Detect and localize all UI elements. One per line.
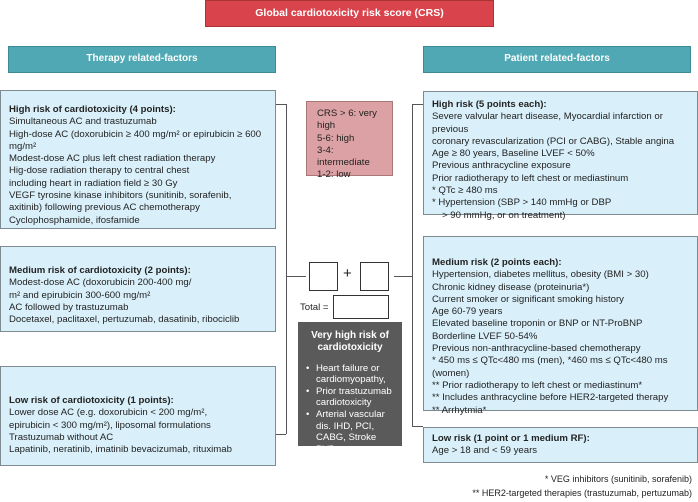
line: including heart in radiation field ≥ 30 Gy — [9, 177, 178, 189]
list-item: • Heart failure or cardiomyopathy, — [304, 363, 396, 386]
line: Modest-dose AC plus left chest radiation therapy — [9, 153, 216, 165]
line: Age ≥ 80 years, Baseline LVEF < 50% — [432, 148, 595, 160]
connector — [394, 276, 412, 277]
line: ** Prior radiotherapy to left chest or mediastinum* — [432, 379, 643, 391]
line: Lower dose AC (e.g. doxorubicin < 200 mg/m², — [9, 407, 208, 419]
crs-title: Global cardiotoxicity risk score (CRS) — [205, 0, 494, 27]
line: Previous non-anthracycline-based chemotherapy — [432, 343, 641, 355]
line: Age 60-79 years — [432, 306, 503, 318]
patient-score-box[interactable] — [360, 262, 389, 291]
line: Trastuzumab without AC — [9, 431, 114, 443]
patient-medium-risk — [423, 236, 698, 416]
list-item: • Prior trastuzumab cardiotoxicity — [304, 386, 396, 409]
heading: Medium risk of cardiotoxicity (2 points): — [9, 265, 191, 276]
patient-low-risk — [423, 427, 698, 463]
line: * Hypertension (SBP > 140 mmHg or DBP — [432, 197, 612, 209]
line: Hypertension, diabetes mellitus, obesity (BMI > 30) — [432, 269, 649, 281]
line: Modest-dose AC (doxorubicin 200-400 mg/ — [9, 277, 192, 289]
heading: High risk of cardiotoxicity (4 points): — [9, 104, 176, 115]
line: epirubicin < 300 mg/m²), liposomal formulations — [9, 419, 211, 431]
therapy-high-risk — [0, 90, 276, 229]
line: * QTc ≥ 480 ms — [432, 185, 498, 197]
line: AC followed by trastuzumab — [9, 301, 129, 313]
heading: High risk (5 points each): — [432, 99, 547, 110]
list-item: • Arterial vascular dis. IHD, PCI, CABG, Stroke PVD — [304, 409, 396, 455]
line: m² and epirubicin 300-600 mg/m² — [9, 289, 151, 301]
line: > 90 mmHg, or on treatment) — [442, 209, 566, 221]
line: Cyclophosphamide, ifosfamide — [9, 214, 140, 226]
heading: Low risk of cardiotoxicity (1 points): — [9, 395, 174, 406]
scale-line: 1-2: low — [317, 169, 351, 181]
right-bracket — [412, 104, 413, 426]
line: Simultaneous AC and trastuzumab — [9, 116, 157, 128]
line: Chronic kidney disease (proteinuria*) — [432, 281, 590, 293]
therapy-score-box[interactable] — [309, 262, 338, 291]
connector — [412, 104, 423, 105]
crs-scale-box — [306, 101, 393, 181]
connector — [276, 104, 286, 105]
footnote: * VEG inhibitors (sunitinib, sorafenib) — [544, 474, 692, 484]
heading: Medium risk (2 points each): — [432, 257, 562, 268]
scale-line: CRS > 6: very high — [317, 108, 377, 132]
footnote: ** HER2-targeted therapies (trastuzumab, pertuzumab) — [472, 488, 692, 498]
very-high-risk-box — [298, 322, 402, 455]
line: Severe valvular heart disease, Myocardial infarction or previous — [432, 111, 663, 135]
line: ** Includes anthracycline before HER2-targeted therapy — [432, 392, 669, 404]
connector — [412, 426, 423, 427]
patient-high-risk — [423, 91, 698, 221]
left-bracket — [286, 104, 287, 434]
line: Current smoker or significant smoking history — [432, 293, 624, 305]
line: High-dose AC (doxorubicin ≥ 400 mg/m² or epirubicin ≥ 600 mg/m² — [9, 128, 262, 152]
scale-line: 3-4: intermediate — [317, 144, 370, 169]
connector — [286, 276, 306, 277]
line: * 450 ms ≤ QTc<480 ms (men), *460 ms ≤ QTc<480 ms (women) — [432, 355, 668, 379]
patient-header: Patient related-factors — [423, 46, 691, 73]
connector — [276, 434, 286, 435]
line: Previous anthracycline exposure — [432, 160, 571, 172]
heading: Very high risk of cardiotoxicity — [311, 330, 389, 354]
therapy-header: Therapy related-factors — [8, 46, 276, 73]
total-label: Total = — [300, 302, 329, 313]
therapy-low-risk — [0, 366, 276, 466]
total-score-box[interactable] — [333, 295, 389, 319]
line: axitinib) following previous AC chemotherapy — [9, 202, 200, 214]
line: Borderline LVEF 50-54% — [432, 330, 538, 342]
line: coronary revascularization (PCI or CABG), Stable angina — [432, 135, 675, 147]
line: ** Arrhytmia* — [432, 404, 487, 416]
line: Hig-dose radiation therapy to central chest — [9, 165, 190, 177]
line: VEGF tyrosine kinase inhibitors (sunitinib, sorafenib, — [9, 190, 232, 202]
line: Age > 18 and < 59 years — [432, 445, 538, 457]
line: Elevated baseline troponin or BNP or NT-ProBNP — [432, 318, 643, 330]
line: Lapatinib, neratinib, imatinib bevacizumab, rituximab — [9, 444, 232, 456]
therapy-medium-risk — [0, 246, 276, 332]
plus-sign: + — [343, 265, 352, 282]
line: Prior radiotherapy to left chest or mediastinum — [432, 172, 629, 184]
line: Docetaxel, paclitaxel, pertuzumab, dasatinib, ribociclib — [9, 314, 240, 326]
heading: Low risk (1 point or 1 medium RF): — [432, 433, 590, 444]
scale-line: 5-6: high — [317, 132, 355, 144]
